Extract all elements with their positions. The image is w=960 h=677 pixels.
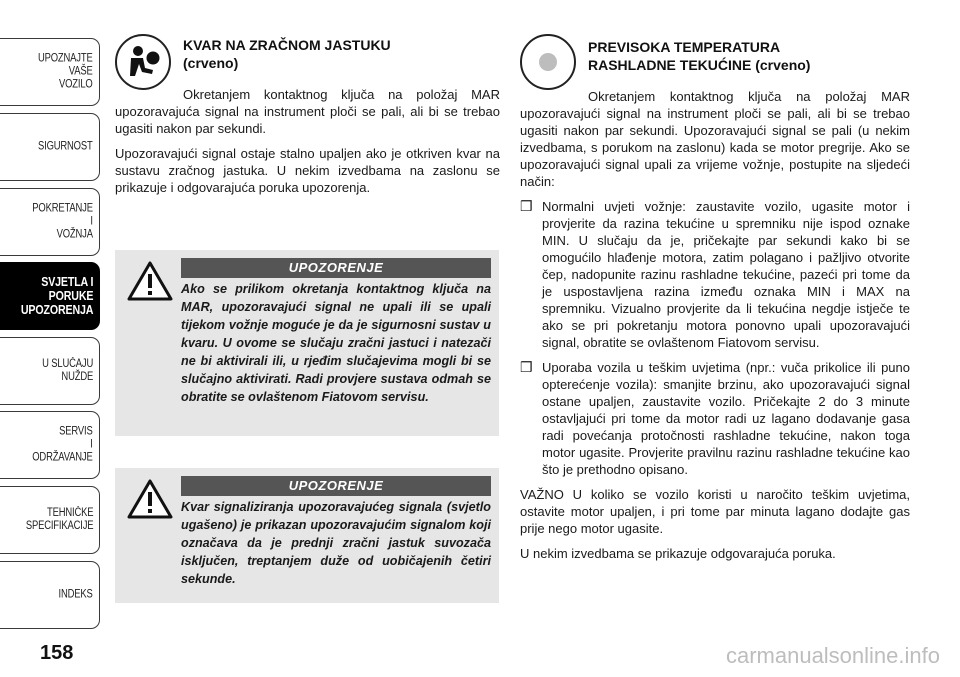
heading-title-line2: RASHLADNE TEKUĆINE (crveno) (588, 57, 811, 73)
coolant-temperature-icon (520, 34, 576, 90)
coolant-heading-row (520, 30, 910, 86)
checkbox-bullet-icon: ❒ (520, 359, 533, 375)
warning-text: Kvar signaliziranja upozoravajućeg signala (svjetlo ugašeno) je prikazan upozoravajućim signalom koji označava da je prednji zračni jastuk suvozača isključen, treptanjem duže od uobičajenih četiri sekunde. (181, 500, 491, 586)
chapter-sidebar (0, 0, 104, 677)
coolant-para1: Okretanjem kontaktnog ključa na položaj MAR upozoravajući signal na instrument ploči se pali, ali bi se trebao ugasiti nakon par sekundi. Upozoravajući signal se pali (u nekim izvedbama, s porukom na zaslonu) kada se motor pregrije. Ako se upozoravajući signal upali za vrijeme vožnje, postupite na sljedeći način: (520, 89, 910, 189)
tab-upoznajte[interactable] (0, 38, 100, 106)
tab-label: INDEKS (58, 588, 93, 601)
list-item: ❒ Normalni uvjeti vožnje: zaustavite vozilo, ugasite motor i provjerite da razina tekućine u spremniku nije ispod oznake MIN. U slučaju da je, pričekajte par sekundi kako bi se omogućilo hlađenje motora, zatim polagano i pažljivo otvorite čep, nadopunite razinu rashladne tekućine, pazeći pri tome da je uspostavljena razina između oznaka MIN i MAX na spremniku. Vizualno provjerite da li tekućina negdje istječe te ako se pri pokretanju motora ponovno upali upozoravajući signal, obratite se ovlaštenom Fiatovom servisu. (520, 198, 910, 350)
tab-pokretanje[interactable] (0, 188, 100, 256)
tab-sigurnost[interactable] (0, 113, 100, 181)
tab-label: TEHNIČKE SPECIFIKACIJE (25, 507, 93, 532)
tab-label: SERVIS I ODRŽAVANJE (32, 425, 93, 464)
page-number: 158 (40, 642, 74, 664)
watermark: carmanualsonline.info (725, 643, 940, 668)
coolant-para2: VAŽNO U koliko se vozilo koristi u naročito teškim uvjetima, ostavite motor upaljen, i pri tome par minuta lagano dodajte gas prije nego motor ugasite. (520, 487, 910, 536)
tab-tehnicke[interactable] (0, 486, 100, 554)
airbag-para2: Upozoravajući signal ostaje stalno upaljen ako je otkriven kvar na sustavu zračnog jastuka. U nekim izvedbama na zaslonu se prikazuje i odgovarajuća poruka upozorenja. (115, 146, 500, 195)
heading-title: KVAR NA ZRAČNOM JASTUKU (183, 37, 391, 53)
warning-text: Ako se prilikom okretanja kontaktnog ključa na MAR, upozoravajući signal ne upali ili se upali tijekom vožnje moguće je da je sigurnosni sustav u kvaru. U ovome se slučaju zračni jastuci i natezači ne bi aktivirali ili, u rjeđim slučajevima mogli bi se slučajno aktivirati. Radi provjere sustava odmah se obratite se ovlaštenom Fiatovom servisu. (181, 282, 491, 404)
coolant-heading (588, 38, 810, 74)
tab-label: U SLUČAJU NUŽDE (42, 358, 93, 383)
airbag-para1: Okretanjem kontaktnog ključa na položaj MAR upozoravajuća signal na instrument ploči se pali, ali bi se trebao ugasiti nakon par sekundi. (115, 87, 500, 136)
warning-title: UPOZORENJE (181, 258, 491, 278)
tab-nuzde[interactable] (0, 337, 100, 405)
tab-indeks[interactable] (0, 561, 100, 629)
airbag-person-icon (115, 34, 171, 90)
tab-label: SVJETLA I PORUKE UPOZORENJA (20, 274, 93, 317)
heading-color: (crveno) (183, 55, 239, 71)
coolant-para3: U nekim izvedbama se prikazuje odgovarajuća poruka. (520, 546, 836, 561)
airbag-heading-row (115, 30, 500, 88)
heading-title: PREVISOKA TEMPERATURA (588, 39, 781, 55)
list-item: ❒ Uporaba vozila u teškim uvjetima (npr.: vuča prikolice ili puno opterećenje vozila): smanjite brzinu, ako upozoravajući signal ostane upaljen, zaustavite vozilo. Pričekajte 2 do 3 minute ostavljajući pri tome da motor radi uz lagano dodavanje gasa radi povećanja protočnosti rashladne tekućine, nakon toga motor ugasite. Provjerite pravilnu razinu rashladne tekućine kao što je prethodno opisano. (520, 359, 910, 477)
warning-box-1 (115, 250, 499, 436)
right-column (520, 30, 910, 570)
checkbox-bullet-icon: ❒ (520, 198, 533, 214)
tab-svjetla[interactable] (0, 262, 100, 330)
tab-label: POKRETANJE I VOŽNJA (32, 202, 93, 241)
tab-servis[interactable] (0, 411, 100, 479)
warning-title: UPOZORENJE (181, 476, 491, 496)
warning-box-2 (115, 468, 499, 603)
left-column (115, 30, 500, 204)
tab-label: SIGURNOST (38, 140, 93, 153)
airbag-heading (183, 36, 391, 72)
tab-label: UPOZNAJTE VAŠE VOZILO (38, 52, 93, 91)
